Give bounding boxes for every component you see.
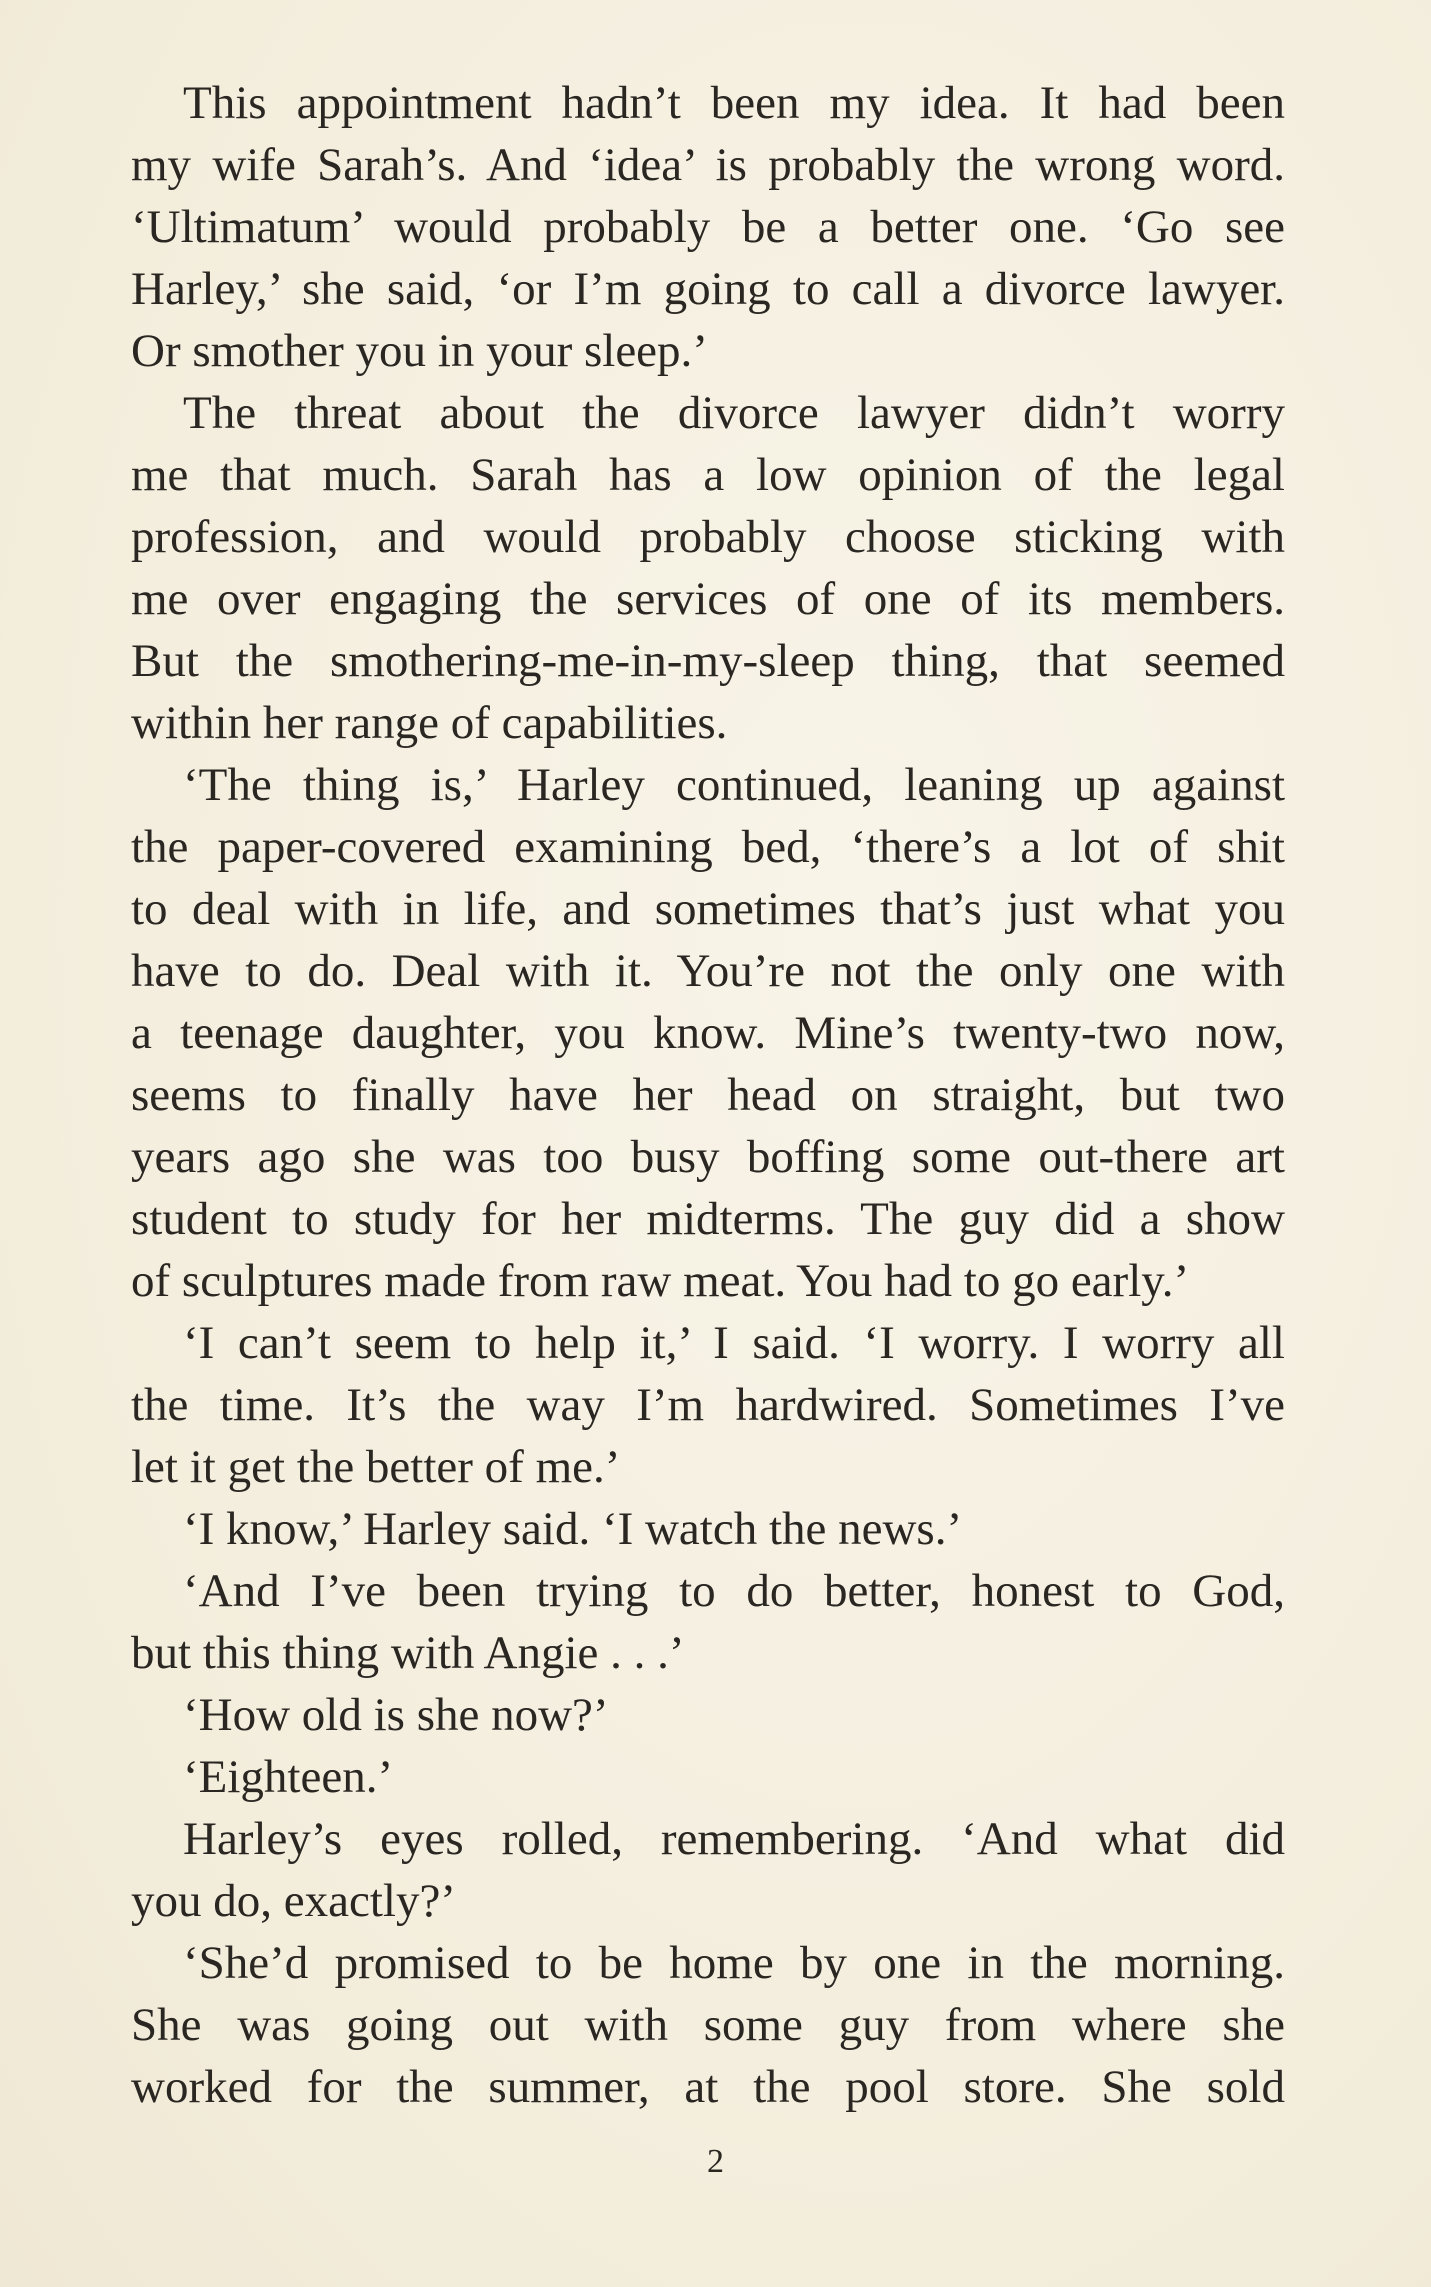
text-line: of sculptures made from raw meat. You had to go early.’ — [131, 1255, 1190, 1307]
text-line: me that much. Sarah has a low opinion of the legal — [131, 449, 1285, 501]
text-line: worked for the summer, at the pool store. She sold — [131, 2061, 1285, 2113]
text-line: the paper-covered examining bed, ‘there’s a lot of shit — [131, 821, 1285, 873]
text-line: ‘The thing is,’ Harley continued, leaning up against — [183, 759, 1285, 811]
text-line: let it get the better of me.’ — [131, 1441, 621, 1493]
text-line: to deal with in life, and sometimes that’s just what you — [131, 883, 1285, 935]
text-line: But the smothering-me-in-my-sleep thing, that seemed — [131, 635, 1285, 687]
text-line: have to do. Deal with it. You’re not the only one with — [131, 945, 1285, 997]
text-line: This appointment hadn’t been my idea. It had been — [183, 77, 1285, 129]
text-line: the time. It’s the way I’m hardwired. Sometimes I’ve — [131, 1379, 1285, 1431]
text-line: ‘Eighteen.’ — [183, 1751, 394, 1803]
text-line: ‘How old is she now?’ — [183, 1689, 609, 1741]
text-line: ‘Ultimatum’ would probably be a better one. ‘Go see — [131, 201, 1285, 253]
text-line: but this thing with Angie . . .’ — [131, 1627, 685, 1679]
text-line: seems to finally have her head on straight, but two — [131, 1069, 1285, 1121]
text-line: ‘I can’t seem to help it,’ I said. ‘I worry. I worry all — [183, 1317, 1285, 1369]
text-line: profession, and would probably choose sticking with — [131, 511, 1285, 563]
text-line: student to study for her midterms. The guy did a show — [131, 1193, 1285, 1245]
text-line: ‘She’d promised to be home by one in the morning. — [183, 1937, 1285, 1989]
text-line: you do, exactly?’ — [131, 1875, 456, 1927]
text-line: within her range of capabilities. — [131, 697, 728, 749]
body-text — [131, 72, 1285, 2118]
text-line: Harley’s eyes rolled, remembering. ‘And what did — [183, 1813, 1285, 1865]
text-line: ‘I know,’ Harley said. ‘I watch the news.’ — [183, 1503, 963, 1555]
text-line: years ago she was too busy boffing some out-there art — [131, 1131, 1285, 1183]
text-line: ‘And I’ve been trying to do better, honest to God, — [183, 1565, 1285, 1617]
page-number: 2 — [707, 2143, 724, 2180]
text-line: She was going out with some guy from where she — [131, 1999, 1285, 2051]
text-line: Or smother you in your sleep.’ — [131, 325, 708, 377]
text-line: my wife Sarah’s. And ‘idea’ is probably the wrong word. — [131, 139, 1285, 191]
text-line: The threat about the divorce lawyer didn’t worry — [183, 387, 1285, 439]
text-line: a teenage daughter, you know. Mine’s twenty-two now, — [131, 1007, 1285, 1059]
text-line: Harley,’ she said, ‘or I’m going to call a divorce lawyer. — [131, 263, 1285, 315]
text-line: me over engaging the services of one of its members. — [131, 573, 1285, 625]
